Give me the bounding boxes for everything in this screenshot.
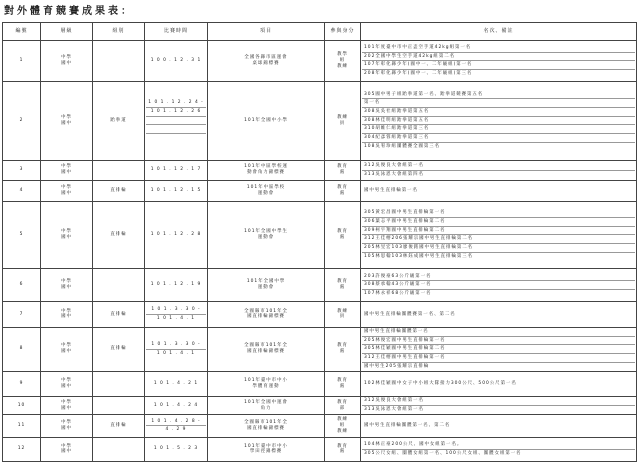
result-line: 國中男生直排輪第一名 xyxy=(364,188,418,194)
row-results xyxy=(361,437,637,461)
row-results xyxy=(361,160,637,180)
row-date xyxy=(145,180,208,201)
table-row xyxy=(3,268,637,301)
row-results xyxy=(361,397,637,415)
row-results xyxy=(361,180,637,201)
row-event: 101年中區學校 運動會 xyxy=(208,180,325,201)
row-event: 101年臺中市中小 學田徑錦標賽 xyxy=(208,437,325,461)
table-body xyxy=(3,41,637,462)
row-group: 直排輪 xyxy=(93,302,145,327)
row-results xyxy=(361,302,637,327)
row-category: 教育 處 xyxy=(325,437,361,461)
result-line: 308吳吳社組跆拳道第五名 xyxy=(362,108,635,117)
table-row xyxy=(3,415,637,437)
header-event: 項目 xyxy=(208,23,325,41)
table-row xyxy=(3,302,637,327)
row-event: 全國縣市101年全 國直排輪錦標賽 xyxy=(208,415,325,437)
row-date xyxy=(145,202,208,269)
row-date xyxy=(145,415,208,437)
date-line: 1 0 1 . 3 . 3 0 - xyxy=(146,306,206,315)
row-category: 教育 處 xyxy=(325,327,361,371)
date-line: 1 0 1 . 4 . 2 1 xyxy=(153,381,199,387)
row-group: 直排輪 xyxy=(93,415,145,437)
result-line: 312王佳榕國中男生直排輪第一名 xyxy=(362,354,635,363)
row-results xyxy=(361,81,637,160)
result-line: 313吳泳恩大會組第一名 xyxy=(364,407,424,413)
row-group xyxy=(93,397,145,415)
result-line: 205林昱宏103廖俊銘國中男生直排輪第二名 xyxy=(362,244,635,253)
row-group: 直排輪 xyxy=(93,327,145,371)
row-event: 全國縣市101年全 國直排輪錦標賽 xyxy=(208,302,325,327)
results-table xyxy=(2,22,637,462)
row-results xyxy=(361,371,637,396)
row-level: 中學 國中 xyxy=(41,202,93,269)
table-row xyxy=(3,41,637,82)
row-level: 中學 國中 xyxy=(41,180,93,201)
result-line: 304紀彥蓉組跆拳道第三名 xyxy=(362,134,635,143)
date-line: 1 0 1 . 4 . 2 8 - xyxy=(146,418,206,427)
result-line: 208年彰化縣少年(國中一、二年級組)第三名 xyxy=(364,70,473,76)
result-line: 312王佳榕206張耀宗國中男生直排輪第二名 xyxy=(362,235,635,244)
row-group: 直排輪 xyxy=(93,202,145,269)
row-level: 中學 國中 xyxy=(41,160,93,180)
result-line: 309柯宇翔國中男生直排輪第二名 xyxy=(362,227,635,236)
row-level: 中學 國中 xyxy=(41,371,93,396)
row-number: 5 xyxy=(3,202,41,269)
table-row xyxy=(3,160,637,180)
row-group: 跆拳道 xyxy=(93,81,145,160)
result-line: 104林正豪200公尺、國中女組第一名。 xyxy=(362,441,635,450)
row-level: 中學 國中 xyxy=(41,437,93,461)
row-group: 直排輪 xyxy=(93,180,145,201)
row-group xyxy=(93,268,145,301)
date-line: 1 0 1 . 1 2 . 2 4 - xyxy=(146,99,206,108)
date-line: 1 0 1 . 1 2 . 2 6 xyxy=(146,108,206,117)
table-row xyxy=(3,81,637,160)
header-date: 比賽時間 xyxy=(145,23,208,41)
result-line: 308蔡承翰43公斤級第一名 xyxy=(362,281,635,290)
row-category: 教育 部 xyxy=(325,397,361,415)
table-row xyxy=(3,397,637,415)
result-line: 312吳俊良大會組第一名 xyxy=(362,162,635,171)
result-line: 305公尺女組、團體女組第一名、100公尺女組、團體女組第一名 xyxy=(364,450,522,456)
row-date xyxy=(145,41,208,82)
row-level: 中學 國中 xyxy=(41,268,93,301)
date-line: 4 . 2 9 xyxy=(165,427,187,433)
row-number: 8 xyxy=(3,327,41,371)
row-event: 101年全國中學生 運動會 xyxy=(208,202,325,269)
row-date xyxy=(145,302,208,327)
row-level: 中學 國中 xyxy=(41,302,93,327)
row-category: 教練 員 xyxy=(325,81,361,160)
result-line: 國中男生205張耀宗直排輪 xyxy=(364,363,430,369)
result-line: 305黃宏昌國中男生直排輪第一名 xyxy=(362,209,635,218)
row-group xyxy=(93,41,145,82)
result-line: 312吳俊良大會組第一名 xyxy=(362,397,635,406)
header-no: 編號 xyxy=(3,23,41,41)
row-results xyxy=(361,41,637,82)
row-category: 教練 員 xyxy=(325,302,361,327)
row-number: 4 xyxy=(3,180,41,201)
row-category: 教育 處 xyxy=(325,160,361,180)
row-level: 中學 國中 xyxy=(41,327,93,371)
result-line: 203許俊豪63公斤級第一名 xyxy=(362,273,635,282)
row-category: 教練 組 教練 xyxy=(325,415,361,437)
date-line: 1 0 1 . 1 2 . 1 5 xyxy=(150,188,202,194)
row-category: 教育 處 xyxy=(325,371,361,396)
date-line xyxy=(146,125,206,134)
row-group xyxy=(93,371,145,396)
result-line: 國中男生直排輪團體第一名、第二名 xyxy=(364,423,451,429)
result-line: 308林佳明組跆拳道第五名 xyxy=(362,117,635,126)
row-number: 7 xyxy=(3,302,41,327)
row-event: 全國縣市101年全 國直排輪錦標賽 xyxy=(208,327,325,371)
date-line: 1 0 1 . 4 . 2 4 xyxy=(153,402,199,408)
date-line: 1 0 1 . 4 . 1 xyxy=(156,315,196,321)
header-level: 層級 xyxy=(41,23,93,41)
result-line: 101年度臺中市中正盃空手道42kg組第一名 xyxy=(362,44,635,53)
result-line: 107林永祥68公斤級第一名 xyxy=(364,290,432,296)
row-level: 中學 國中 xyxy=(41,397,93,415)
row-number: 3 xyxy=(3,160,41,180)
row-category: 教學 組 教練 xyxy=(325,41,361,82)
result-line: 313吳泳恩大會組第四名 xyxy=(364,171,424,177)
header-results: 名次、備註 xyxy=(361,23,637,41)
date-line xyxy=(146,134,206,142)
row-number: 12 xyxy=(3,437,41,461)
row-results xyxy=(361,415,637,437)
result-line: 202全國中學生空手道42kg組第二名 xyxy=(362,53,635,62)
row-event: 101年全國中運會 角力 xyxy=(208,397,325,415)
result-line: 205林俊宏國中男生直排輪第一名 xyxy=(362,337,635,346)
row-number: 1 xyxy=(3,41,41,82)
table-row xyxy=(3,202,637,269)
row-event: 全國各縣市區運會 桌球錦標賽 xyxy=(208,41,325,82)
header-row xyxy=(3,23,637,41)
table-row xyxy=(3,437,637,461)
table-row xyxy=(3,327,637,371)
row-date xyxy=(145,327,208,371)
row-event: 101年全國中學 運動會 xyxy=(208,268,325,301)
result-line: 國中男生直排輪團體賽第一名、第二名 xyxy=(364,311,456,317)
row-number: 11 xyxy=(3,415,41,437)
row-category: 教育 處 xyxy=(325,202,361,269)
date-line: 1 0 1 . 4 . 1 xyxy=(156,350,196,356)
result-line: 310胡維仁組跆拳道第三名 xyxy=(362,125,635,134)
result-line: 305林佳穎國中男生直排輪第二名 xyxy=(362,345,635,354)
date-line: 1 0 1 . 1 2 . 1 9 xyxy=(150,282,202,288)
row-level: 中學 國中 xyxy=(41,415,93,437)
result-line: 108吳宥珍組團體賽全國第三名 xyxy=(364,143,441,149)
row-category: 教育 處 xyxy=(325,268,361,301)
header-category: 參與身分 xyxy=(325,23,361,41)
page-title: 對外體育競賽成果表： xyxy=(4,6,134,17)
row-group xyxy=(93,437,145,461)
date-line: 1 0 1 . 1 2 . 1 7 xyxy=(150,167,202,173)
row-event: 101年中區學校運 動會角力錦標賽 xyxy=(208,160,325,180)
date-line xyxy=(146,117,206,126)
row-date xyxy=(145,81,208,160)
row-date xyxy=(145,437,208,461)
date-line: 1 0 1 . 1 2 . 2 8 xyxy=(150,232,202,238)
result-line: 306葉志平國中男生直排輪第二名 xyxy=(362,218,635,227)
row-group xyxy=(93,160,145,180)
row-date xyxy=(145,371,208,396)
date-line: 1 0 1 . 5 . 2 3 xyxy=(153,446,199,452)
row-level: 中學 國中 xyxy=(41,41,93,82)
row-results xyxy=(361,268,637,301)
table-row xyxy=(3,371,637,396)
date-line: 1 0 1 . 3 . 3 0 - xyxy=(146,341,206,350)
row-number: 10 xyxy=(3,397,41,415)
row-results xyxy=(361,327,637,371)
row-number: 9 xyxy=(3,371,41,396)
row-number: 6 xyxy=(3,268,41,301)
row-event: 101年臺中市中小 學體育運動 xyxy=(208,371,325,396)
result-line: 國中男生直排輪團體第一名 xyxy=(362,328,635,337)
row-date xyxy=(145,160,208,180)
result-line: 305國中男子組跆拳道第一名、跆拳道競賽第五名 xyxy=(362,91,635,100)
row-results xyxy=(361,202,637,269)
row-event: 101年全國中小學 xyxy=(208,81,325,160)
row-date xyxy=(145,397,208,415)
result-line: 第一名 xyxy=(362,99,635,108)
result-line: 102林佳穎國中女子中小組大隊接力300公尺、500公尺第一名 xyxy=(364,381,517,387)
row-level: 中學 國中 xyxy=(41,81,93,160)
result-line: 107年彰化縣少年(國中一、二年級組)第一名 xyxy=(362,61,635,70)
row-category: 教育 處 xyxy=(325,180,361,201)
header-group: 組別 xyxy=(93,23,145,41)
row-date xyxy=(145,268,208,301)
date-line: 1 0 0 . 1 2 . 3 1 xyxy=(150,57,202,63)
table-row xyxy=(3,180,637,201)
result-line: 105林思翰103林鈺成國中男生直排輪第三名 xyxy=(364,253,474,259)
row-number: 2 xyxy=(3,81,41,160)
